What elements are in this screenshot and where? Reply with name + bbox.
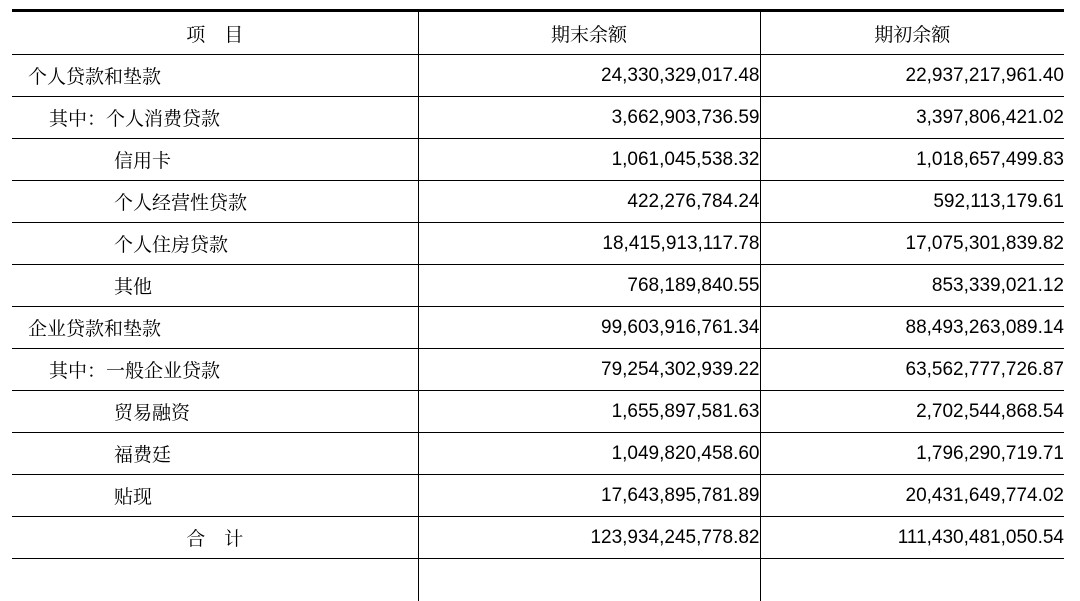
- row-label: 信用卡: [12, 139, 418, 181]
- ending-balance-cell: 1,049,820,458.60: [418, 433, 760, 475]
- row-label: 其中：个人消费贷款: [12, 97, 418, 139]
- table-row: [12, 349, 1064, 391]
- table-row: [12, 265, 1064, 307]
- table-row: [12, 391, 1064, 433]
- table-row: [12, 55, 1064, 97]
- row-label: 其他: [12, 265, 418, 307]
- table-continuation: [12, 559, 1064, 601]
- ending-balance-cell: 422,276,784.24: [418, 181, 760, 223]
- continuation-cell: [760, 559, 1064, 601]
- ending-balance-cell: 24,330,329,017.48: [418, 55, 760, 97]
- beginning-balance-cell: 1,796,290,719.71: [760, 433, 1064, 475]
- beginning-balance-cell: 3,397,806,421.02: [760, 97, 1064, 139]
- header-ending-balance: 期末余额: [418, 11, 760, 55]
- loans-table-sheet: [12, 9, 1064, 601]
- header-item: 项 目: [12, 11, 418, 55]
- header-beginning-balance: 期初余额: [760, 11, 1064, 55]
- ending-balance-cell: 1,061,045,538.32: [418, 139, 760, 181]
- row-label: 个人经营性贷款: [12, 181, 418, 223]
- row-label: 个人贷款和垫款: [12, 55, 418, 97]
- row-label: 贸易融资: [12, 391, 418, 433]
- ending-balance-cell: 17,643,895,781.89: [418, 475, 760, 517]
- total-row: [12, 517, 1064, 559]
- table-row: [12, 307, 1064, 349]
- continuation-cell: [12, 559, 418, 601]
- row-label: 福费廷: [12, 433, 418, 475]
- ending-balance-cell: 1,655,897,581.63: [418, 391, 760, 433]
- beginning-balance-cell: 22,937,217,961.40: [760, 55, 1064, 97]
- ending-balance-cell: 18,415,913,117.78: [418, 223, 760, 265]
- table-row: [12, 139, 1064, 181]
- beginning-balance-cell: 17,075,301,839.82: [760, 223, 1064, 265]
- total-label: 合 计: [12, 517, 418, 559]
- beginning-balance-cell: 1,018,657,499.83: [760, 139, 1064, 181]
- ending-balance-cell: 79,254,302,939.22: [418, 349, 760, 391]
- table-row: [12, 223, 1064, 265]
- table-row: [12, 97, 1064, 139]
- table-row: [12, 475, 1064, 517]
- header-row: [12, 11, 1064, 55]
- beginning-balance-cell: 853,339,021.12: [760, 265, 1064, 307]
- row-label: 其中：一般企业贷款: [12, 349, 418, 391]
- ending-balance-cell: 768,189,840.55: [418, 265, 760, 307]
- total-beginning-balance: 111,430,481,050.54: [760, 517, 1064, 559]
- table-row: [12, 181, 1064, 223]
- row-label: 企业贷款和垫款: [12, 307, 418, 349]
- row-label: 个人住房贷款: [12, 223, 418, 265]
- beginning-balance-cell: 63,562,777,726.87: [760, 349, 1064, 391]
- table-row: [12, 433, 1064, 475]
- total-ending-balance: 123,934,245,778.82: [418, 517, 760, 559]
- ending-balance-cell: 99,603,916,761.34: [418, 307, 760, 349]
- row-label: 贴现: [12, 475, 418, 517]
- beginning-balance-cell: 20,431,649,774.02: [760, 475, 1064, 517]
- beginning-balance-cell: 592,113,179.61: [760, 181, 1064, 223]
- loans-and-advances-table: [12, 9, 1064, 601]
- beginning-balance-cell: 2,702,544,868.54: [760, 391, 1064, 433]
- continuation-cell: [418, 559, 760, 601]
- beginning-balance-cell: 88,493,263,089.14: [760, 307, 1064, 349]
- ending-balance-cell: 3,662,903,736.59: [418, 97, 760, 139]
